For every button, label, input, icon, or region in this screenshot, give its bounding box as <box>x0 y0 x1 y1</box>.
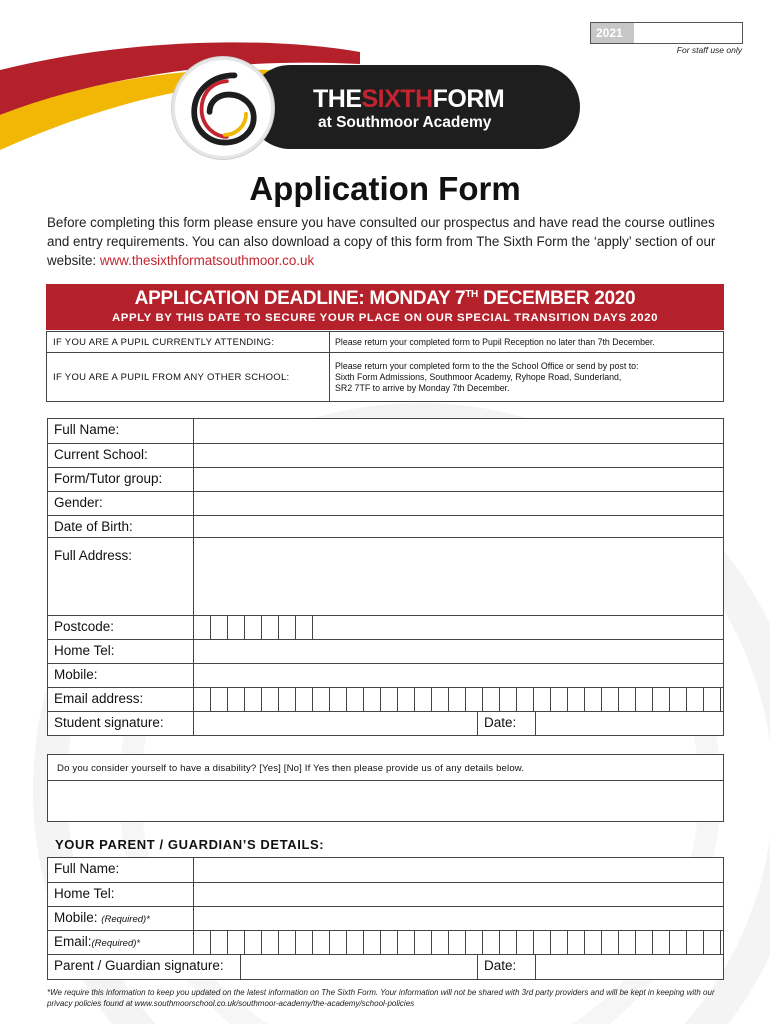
deadline-title-b: DECEMBER 2020 <box>477 288 636 309</box>
full-name-field[interactable] <box>193 419 194 444</box>
email-char-box[interactable] <box>567 688 584 712</box>
current-school-label: Current School: <box>54 447 148 462</box>
parent-email-char-box[interactable] <box>601 931 618 955</box>
return-text-current: Please return your completed form to Pupil Reception no later than 7th December. <box>335 336 655 347</box>
dob-label: Date of Birth: <box>54 519 133 534</box>
page-title: Application Form <box>249 170 521 207</box>
row-home-tel <box>48 639 723 664</box>
full-name-label: Full Name: <box>54 422 120 437</box>
email-char-box[interactable] <box>584 688 601 712</box>
parent-email-char-box[interactable] <box>550 931 567 955</box>
email-char-box[interactable] <box>550 688 567 712</box>
email-char-box[interactable] <box>329 688 346 712</box>
signature-label: Student signature: <box>54 715 164 730</box>
postcode-char-box[interactable] <box>261 616 278 640</box>
address-label: Full Address: <box>54 548 133 563</box>
email-char-box[interactable] <box>601 688 618 712</box>
email-label: Email address: <box>54 691 144 706</box>
parent-home-tel-field[interactable] <box>193 883 194 907</box>
parent-email-char-box[interactable] <box>261 931 278 955</box>
email-char-box[interactable] <box>703 688 720 712</box>
parent-email-char-box[interactable] <box>312 931 329 955</box>
postcode-char-box[interactable] <box>227 616 244 640</box>
parent-date-label: Date: <box>477 955 536 979</box>
row-gender <box>48 491 723 516</box>
postcode-label: Postcode: <box>54 619 115 634</box>
row-parent-mobile <box>48 906 723 931</box>
mobile-label: Mobile: <box>54 667 98 682</box>
parent-email-char-box[interactable] <box>329 931 346 955</box>
staff-use-box <box>590 22 743 44</box>
home-tel-field[interactable] <box>193 640 194 664</box>
logo-title-form: FORM <box>432 85 505 113</box>
row-form-group <box>48 467 723 491</box>
parent-email-label <box>54 934 140 949</box>
row-signature <box>48 711 723 736</box>
parent-email-char-box[interactable] <box>669 931 686 955</box>
parent-email-char-box[interactable] <box>414 931 431 955</box>
postcode-char-box[interactable] <box>312 616 329 640</box>
email-char-box[interactable] <box>261 688 278 712</box>
parent-heading: YOUR PARENT / GUARDIAN’S DETAILS: <box>55 837 325 852</box>
form-group-field[interactable] <box>193 468 194 491</box>
disability-question: Do you consider yourself to have a disability? [Yes] [No] If Yes then please provide us of any details below. <box>48 755 723 781</box>
parent-email-char-box[interactable] <box>652 931 669 955</box>
parent-email-char-box[interactable] <box>686 931 703 955</box>
return-line: Please return your completed form to the the School Office or send by post to: <box>335 360 639 371</box>
parent-email-char-box[interactable] <box>431 931 448 955</box>
parent-email-char-box[interactable] <box>499 931 516 955</box>
email-char-box[interactable] <box>312 688 329 712</box>
parent-mobile-text: Mobile: <box>54 910 98 925</box>
parent-email-char-box[interactable] <box>244 931 261 955</box>
email-char-box[interactable] <box>363 688 380 712</box>
parent-email-char-box[interactable] <box>363 931 380 955</box>
parent-email-char-box[interactable] <box>380 931 397 955</box>
email-char-box[interactable] <box>210 688 227 712</box>
intro-body: Before completing this form please ensure you have consulted our prospectus and have read the course outlines and entry requirements. You can also download a copy of this form from The Sixth Form the ‘apply’ section of our website: <box>47 215 716 268</box>
disability-details-field[interactable] <box>48 781 723 821</box>
date-field[interactable] <box>536 712 723 736</box>
return-line: Sixth Form Admissions, Southmoor Academy, Ryhope Road, Sunderland, <box>335 371 622 382</box>
parent-details-form <box>47 857 724 980</box>
row-parent-name <box>48 858 723 883</box>
current-school-field[interactable] <box>193 444 194 468</box>
staff-year: 2021 <box>591 23 634 43</box>
email-char-box[interactable] <box>533 688 550 712</box>
email-char-box[interactable] <box>652 688 669 712</box>
address-field[interactable] <box>193 538 194 616</box>
email-char-box[interactable] <box>380 688 397 712</box>
parent-mobile-label <box>54 910 150 925</box>
intro-text <box>47 213 737 270</box>
row-parent-home-tel <box>48 882 723 907</box>
email-char-box[interactable] <box>499 688 516 712</box>
row-mobile <box>48 663 723 688</box>
parent-email-char-box[interactable] <box>516 931 533 955</box>
parent-email-char-box[interactable] <box>465 931 482 955</box>
email-char-box[interactable] <box>193 688 210 712</box>
email-char-box[interactable] <box>720 688 737 712</box>
deadline-subtitle: APPLY BY THIS DATE TO SECURE YOUR PLACE ON OUR SPECIAL TRANSITION DAYS 2020 <box>111 312 659 324</box>
parent-email-char-box[interactable] <box>278 931 295 955</box>
required-note: (Required)* <box>91 938 141 949</box>
logo-title-the: THE <box>313 85 362 113</box>
logo-subtitle: at Southmoor Academy <box>318 114 492 131</box>
parent-name-field[interactable] <box>193 858 194 883</box>
parent-email-char-box[interactable] <box>227 931 244 955</box>
disability-section <box>47 754 724 822</box>
postcode-char-box[interactable] <box>295 616 312 640</box>
return-line: SR2 7TF to arrive by Monday 7th December. <box>335 382 510 393</box>
email-char-box[interactable] <box>414 688 431 712</box>
deadline-title <box>46 288 724 310</box>
return-row-current <box>46 331 724 353</box>
row-dob <box>48 515 723 538</box>
email-char-box[interactable] <box>465 688 482 712</box>
logo-title-sixth: SIXTH <box>361 85 433 113</box>
email-char-box[interactable] <box>397 688 414 712</box>
staff-ref-field[interactable] <box>634 23 742 43</box>
email-char-box[interactable] <box>295 688 312 712</box>
parent-email-char-box[interactable] <box>295 931 312 955</box>
postcode-char-box[interactable] <box>278 616 295 640</box>
postcode-sep <box>193 616 194 640</box>
form-group-label: Form/Tutor group: <box>54 471 163 486</box>
logo-title <box>313 85 504 114</box>
parent-signature-label: Parent / Guardian signature: <box>54 958 224 973</box>
logo-emblem-icon <box>172 57 274 159</box>
parent-home-tel-label: Home Tel: <box>54 886 115 901</box>
parent-mobile-field[interactable] <box>193 907 194 931</box>
parent-email-char-box[interactable] <box>533 931 550 955</box>
parent-email-char-box[interactable] <box>193 931 210 955</box>
row-parent-signature <box>48 954 723 979</box>
parent-date-field[interactable] <box>536 955 723 979</box>
gender-label: Gender: <box>54 495 103 510</box>
parent-email-char-box[interactable] <box>482 931 499 955</box>
email-char-box[interactable] <box>244 688 261 712</box>
email-char-box[interactable] <box>278 688 295 712</box>
postcode-char-box[interactable] <box>244 616 261 640</box>
return-label-other: IF YOU ARE A PUPIL FROM ANY OTHER SCHOOL: <box>47 353 330 401</box>
parent-signature-field[interactable] <box>240 955 241 979</box>
staff-note: For staff use only <box>676 45 742 55</box>
parent-email-char-box[interactable] <box>618 931 635 955</box>
email-char-box[interactable] <box>482 688 499 712</box>
parent-email-char-box[interactable] <box>346 931 363 955</box>
parent-email-char-box[interactable] <box>635 931 652 955</box>
row-full-name <box>48 419 723 444</box>
website-link[interactable]: www.thesixthformatsouthmoor.co.uk <box>99 253 315 268</box>
email-char-box[interactable] <box>618 688 635 712</box>
mobile-field[interactable] <box>193 664 194 688</box>
parent-email-char-box[interactable] <box>567 931 584 955</box>
row-postcode <box>48 615 723 640</box>
deadline-banner <box>46 284 724 330</box>
row-email <box>48 687 723 712</box>
signature-field[interactable] <box>193 712 194 736</box>
row-address <box>48 537 723 616</box>
row-parent-email <box>48 930 723 955</box>
parent-email-char-box[interactable] <box>584 931 601 955</box>
postcode-char-box[interactable] <box>210 616 227 640</box>
date-label: Date: <box>477 712 536 736</box>
parent-email-char-box[interactable] <box>210 931 227 955</box>
email-char-box[interactable] <box>516 688 533 712</box>
privacy-footnote: *We require this information to keep you updated on the latest information on The Sixth Form. Your information will not be shared with 3rd party providers and will be kept in keeping with our privacy policies found at www.southmoorschool.co.uk/southmoor-academy/the-academy/school-policies <box>47 988 715 1008</box>
parent-email-char-box[interactable] <box>720 931 737 955</box>
parent-email-char-box[interactable] <box>703 931 720 955</box>
dob-field[interactable] <box>193 516 194 538</box>
deadline-title-a: APPLICATION DEADLINE: MONDAY 7 <box>134 288 466 309</box>
email-char-box[interactable] <box>346 688 363 712</box>
deadline-title-sup: TH <box>465 289 478 300</box>
email-char-box[interactable] <box>686 688 703 712</box>
parent-email-char-box[interactable] <box>448 931 465 955</box>
email-char-box[interactable] <box>669 688 686 712</box>
required-note: (Required)* <box>101 914 150 925</box>
parent-name-label: Full Name: <box>54 861 120 876</box>
parent-email-char-box[interactable] <box>397 931 414 955</box>
parent-email-text: Email: <box>54 934 92 949</box>
email-char-box[interactable] <box>431 688 448 712</box>
return-label-current: IF YOU ARE A PUPIL CURRENTLY ATTENDING: <box>47 332 330 352</box>
home-tel-label: Home Tel: <box>54 643 115 658</box>
email-char-box[interactable] <box>635 688 652 712</box>
email-char-box[interactable] <box>227 688 244 712</box>
gender-field[interactable] <box>193 492 194 516</box>
row-current-school <box>48 443 723 468</box>
return-row-other <box>46 353 724 402</box>
email-char-box[interactable] <box>448 688 465 712</box>
return-text-other <box>330 353 723 401</box>
student-details-form <box>47 418 724 736</box>
